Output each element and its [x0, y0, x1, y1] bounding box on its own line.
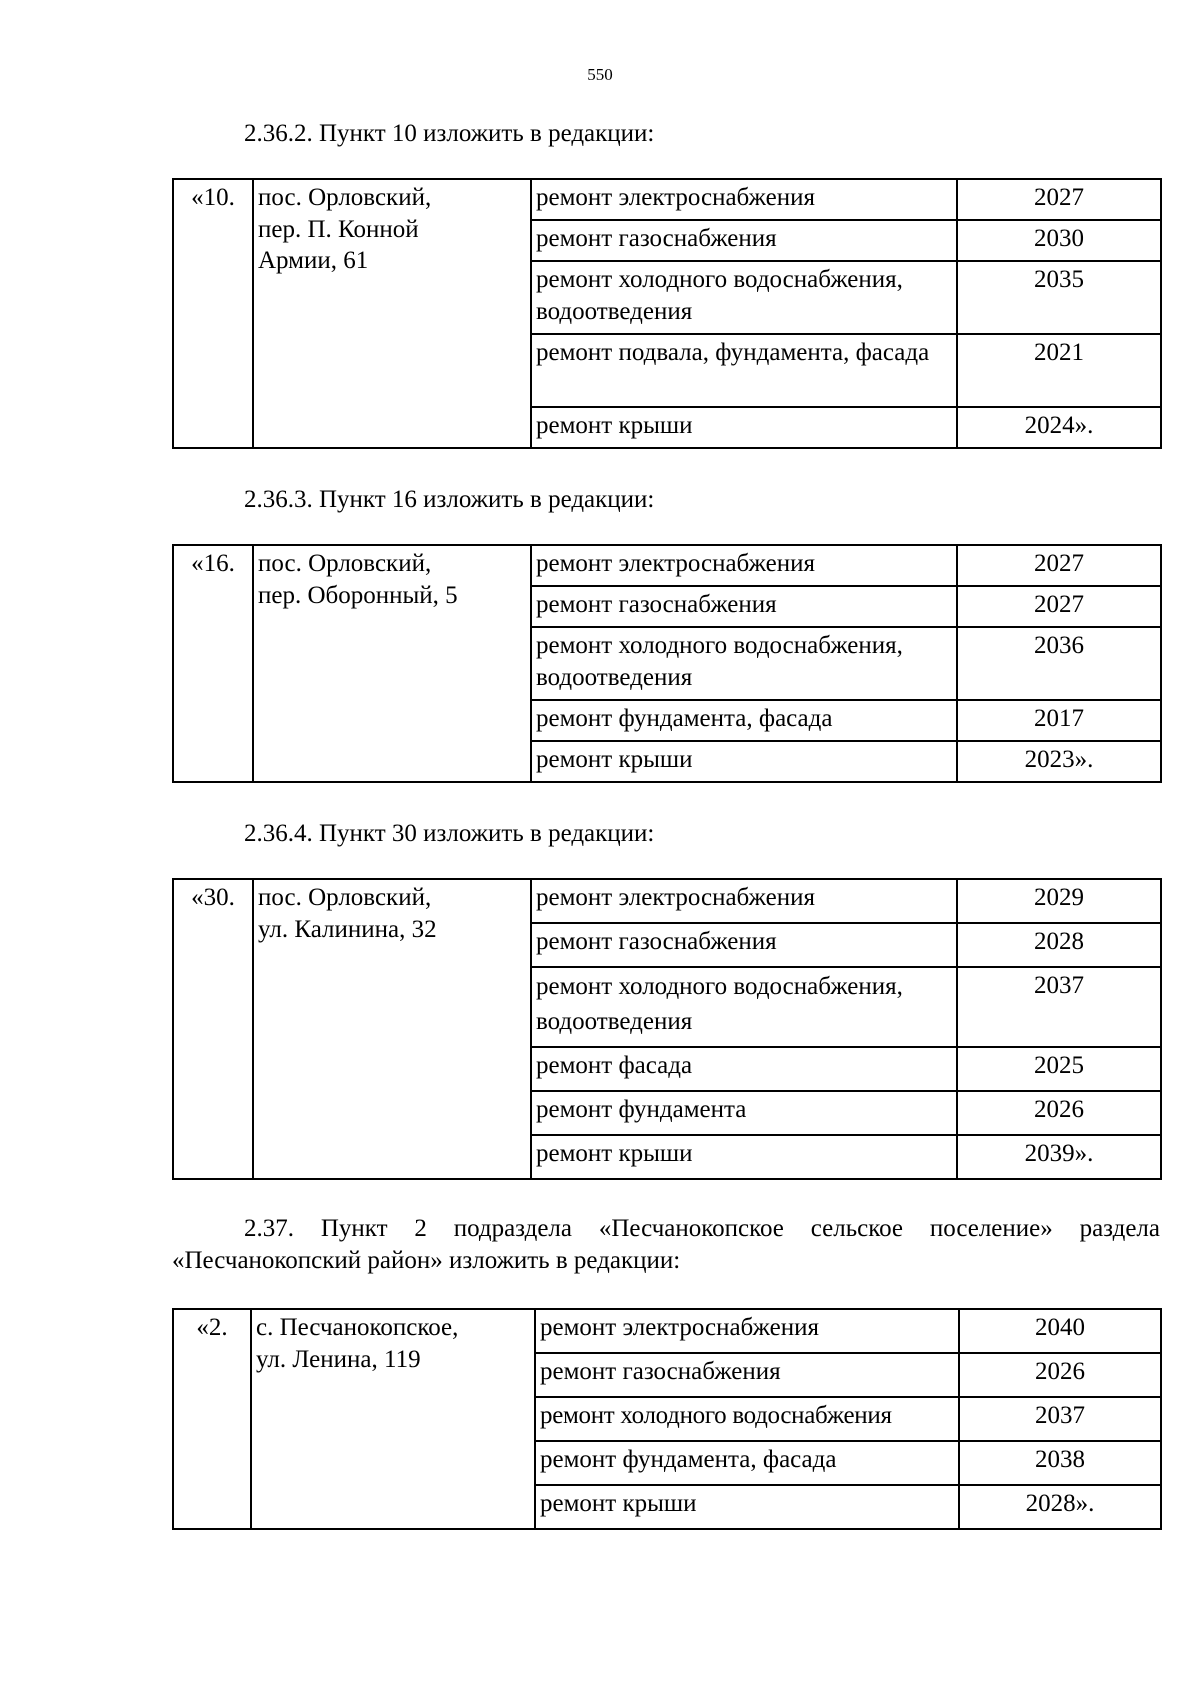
year-cell: 2029	[957, 879, 1161, 923]
year-cell: 2017	[957, 700, 1161, 741]
year-cell: 2026	[959, 1353, 1161, 1397]
year-cell: 2040	[959, 1309, 1161, 1353]
table-row	[173, 1309, 1161, 1353]
work-cell: ремонт электроснабжения	[531, 879, 957, 923]
work-cell: ремонт электроснабжения	[531, 179, 957, 220]
work-cell: ремонт холодного водоснабжения	[535, 1397, 959, 1441]
year-cell: 2026	[957, 1091, 1161, 1135]
work-cell: ремонт газоснабжения	[535, 1353, 959, 1397]
address-cell: с. Песчанокопское, ул. Ленина, 119	[251, 1309, 535, 1529]
year-cell: 2039».	[957, 1135, 1161, 1179]
work-cell: ремонт холодного водоснабжения, водоотведения	[531, 627, 957, 700]
works-table	[172, 878, 1162, 1180]
work-cell: ремонт крыши	[531, 741, 957, 782]
year-cell: 2025	[957, 1047, 1161, 1091]
year-cell: 2027	[957, 179, 1161, 220]
work-cell: ремонт газоснабжения	[531, 586, 957, 627]
section-heading: 2.36.4. Пункт 30 изложить в редакции:	[244, 820, 655, 847]
table-row	[173, 545, 1161, 586]
section-heading: 2.37. Пункт 2 подраздела «Песчанокопское сельское поселение» раздела «Песчанокопский район» изложить в редакции:	[172, 1215, 1160, 1274]
year-cell: 2036	[957, 627, 1161, 700]
year-cell: 2035	[957, 261, 1161, 334]
table-row	[173, 879, 1161, 923]
table-row	[173, 179, 1161, 220]
work-cell: ремонт подвала, фундамента, фасада	[531, 334, 957, 407]
work-cell: ремонт фасада	[531, 1047, 957, 1091]
year-cell: 2030	[957, 220, 1161, 261]
item-number: «30.	[173, 879, 253, 1179]
item-number: «16.	[173, 545, 253, 782]
year-cell: 2027	[957, 545, 1161, 586]
year-cell: 2023».	[957, 741, 1161, 782]
work-cell: ремонт газоснабжения	[531, 923, 957, 967]
year-cell: 2037	[957, 967, 1161, 1047]
work-cell: ремонт газоснабжения	[531, 220, 957, 261]
section-heading: 2.36.3. Пункт 16 изложить в редакции:	[244, 486, 655, 513]
work-cell: ремонт электроснабжения	[535, 1309, 959, 1353]
works-table	[172, 544, 1162, 783]
item-number: «2.	[173, 1309, 251, 1529]
address-cell: пос. Орловский, пер. Оборонный, 5	[253, 545, 531, 782]
work-cell: ремонт крыши	[535, 1485, 959, 1529]
address-cell: пос. Орловский, ул. Калинина, 32	[253, 879, 531, 1179]
work-cell: ремонт электроснабжения	[531, 545, 957, 586]
works-table	[172, 178, 1162, 449]
year-cell: 2024».	[957, 407, 1161, 448]
year-cell: 2028	[957, 923, 1161, 967]
section-heading: 2.36.2. Пункт 10 изложить в редакции:	[244, 120, 655, 147]
year-cell: 2027	[957, 586, 1161, 627]
work-cell: ремонт холодного водоснабжения, водоотведения	[531, 261, 957, 334]
year-cell: 2028».	[959, 1485, 1161, 1529]
works-table	[172, 1308, 1162, 1530]
work-cell: ремонт фундамента, фасада	[535, 1441, 959, 1485]
year-cell: 2021	[957, 334, 1161, 407]
address-cell: пос. Орловский, пер. П. Конной Армии, 61	[253, 179, 531, 448]
work-cell: ремонт крыши	[531, 1135, 957, 1179]
work-cell: ремонт крыши	[531, 407, 957, 448]
work-cell: ремонт холодного водоснабжения, водоотведения	[531, 967, 957, 1047]
year-cell: 2038	[959, 1441, 1161, 1485]
work-cell: ремонт фундамента	[531, 1091, 957, 1135]
page-number: 550	[587, 65, 613, 84]
item-number: «10.	[173, 179, 253, 448]
year-cell: 2037	[959, 1397, 1161, 1441]
work-cell: ремонт фундамента, фасада	[531, 700, 957, 741]
